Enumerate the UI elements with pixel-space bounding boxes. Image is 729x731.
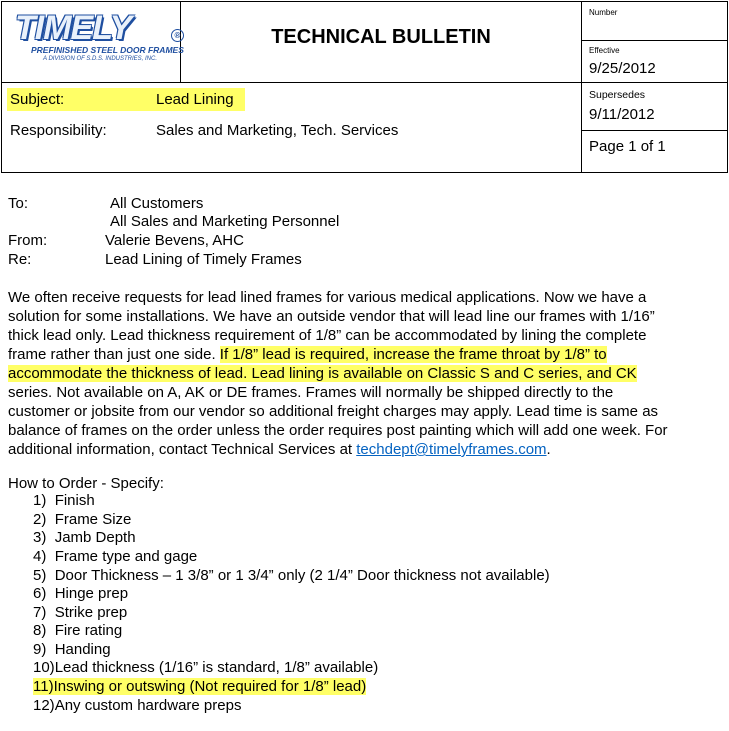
- subject-value: Lead Lining: [156, 91, 234, 108]
- page-indicator: Page 1 of 1: [589, 138, 666, 155]
- body-line: [8, 440, 728, 459]
- highlighted-text: accommodate the thickness of lead. Lead lining is available on Classic S and C series, and CK: [8, 365, 637, 382]
- body-text: .: [546, 441, 551, 458]
- list-item: 1) Finish: [33, 492, 95, 509]
- logo-tagline: PREFINISHED STEEL DOOR FRAMES: [31, 45, 184, 55]
- list-item: 12)Any custom hardware preps: [33, 697, 242, 714]
- registered-mark: ®: [171, 29, 184, 42]
- list-item: 11)Inswing or outswing (Not required for 1/8” lead): [33, 678, 367, 695]
- re-value: Lead Lining of Timely Frames: [105, 251, 302, 268]
- responsibility-label: Responsibility:: [10, 122, 107, 139]
- body-text: frame rather than just one side.: [8, 346, 220, 363]
- to-line-2: All Sales and Marketing Personnel: [110, 213, 340, 230]
- number-label: Number: [589, 8, 618, 17]
- to-label: To:: [8, 195, 29, 212]
- list-item: 7) Strike prep: [33, 604, 128, 621]
- page-title: TECHNICAL BULLETIN: [271, 26, 491, 48]
- logo-wordmark: TIMELY: [15, 9, 132, 47]
- subject-label: Subject:: [10, 91, 65, 108]
- effective-label: Effective: [589, 46, 620, 55]
- body-text: additional information, contact Technical Services at: [8, 441, 357, 458]
- bulletin-header: [1, 1, 728, 173]
- email-link[interactable]: techdept@timelyframes.com: [356, 441, 547, 458]
- body-line: series. Not available on A, AK or DE frames. Frames will normally be shipped directly to the: [8, 384, 614, 401]
- body-line: [8, 345, 728, 364]
- from-value: Valerie Bevens, AHC: [105, 232, 244, 249]
- list-item: 9) Handing: [33, 641, 111, 658]
- body-line: solution for some installations. We have an outside vendor that will lead line our frames with 1/16”: [8, 308, 655, 325]
- list-item: 2) Frame Size: [33, 511, 132, 528]
- effective-date: 9/25/2012: [589, 60, 656, 77]
- responsibility-value: Sales and Marketing, Tech. Services: [156, 122, 399, 139]
- list-item: 4) Frame type and gage: [33, 548, 198, 565]
- logo-division: A DIVISION OF S.D.S. INDUSTRIES, INC.: [43, 56, 158, 62]
- list-item: 10)Lead thickness (1/16” is standard, 1/8” available): [33, 659, 379, 676]
- supersedes-date: 9/11/2012: [589, 106, 655, 123]
- supersedes-label: Supersedes: [589, 89, 646, 101]
- list-item: 3) Jamb Depth: [33, 529, 136, 546]
- body-line: [8, 364, 728, 383]
- number-cell: [581, 1, 728, 41]
- re-label: Re:: [8, 251, 32, 268]
- from-label: From:: [8, 232, 48, 249]
- body-line: We often receive requests for lead lined frames for various medical applications. Now we have a: [8, 289, 647, 306]
- body-paragraph: [8, 288, 728, 459]
- body-line: customer or jobsite from our vendor so additional freight charges may apply. Lead time is same as: [8, 403, 659, 420]
- body-line: balance of frames on the order unless the order requires post painting which will add one week. For: [8, 422, 668, 439]
- list-item: 8) Fire rating: [33, 622, 123, 639]
- company-logo: [9, 7, 184, 67]
- body-line: thick lead only. Lead thickness requirement of 1/8” can be accommodated by lining the complete: [8, 327, 647, 344]
- list-item: 5) Door Thickness – 1 3/8” or 1 3/4” only (2 1/4” Door thickness not available): [33, 567, 550, 584]
- order-heading: How to Order - Specify:: [8, 475, 164, 492]
- to-line-1: All Customers: [110, 195, 204, 212]
- list-item: 6) Hinge prep: [33, 585, 129, 602]
- highlighted-text: If 1/8” lead is required, increase the frame throat by 1/8” to: [219, 346, 607, 363]
